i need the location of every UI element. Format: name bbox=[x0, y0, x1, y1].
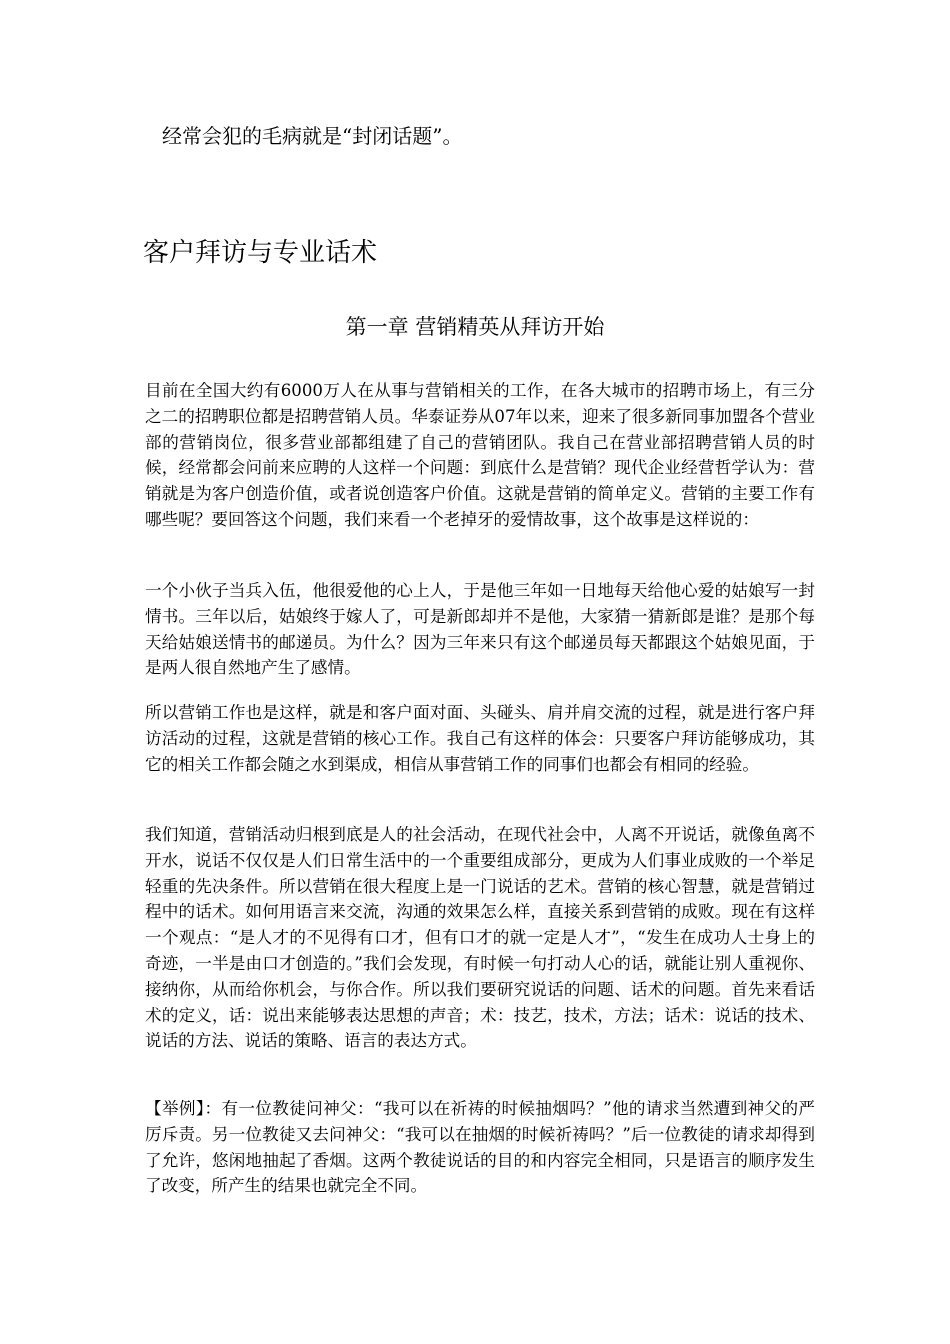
document-title: 客户拜访与专业话术 bbox=[143, 238, 378, 268]
carry-over-line: 经常会犯的毛病就是“封闭话题”。 bbox=[162, 124, 463, 148]
paragraph-marketing-definition: 目前在全国大约有6000万人在从事与营销相关的工作，在各大城市的招聘市场上，有三分之二的招聘职位都是招聘营销人员。华泰证券从07年以来，迎来了很多新同事加盟各个营业部的营销岗位，很多营业部都组建了自己的营销团队。我自己在营业部招聘营销人员的时候，经常都会问前来应聘的人这样一个问题：到底什么是营销？现代企业经营哲学认为：营销就是为客户创造价值，或者说创造客户价值。这就是营销的简单定义。营销的主要工作有哪些呢？要回答这个问题，我们来看一个老掉牙的爱情故事，这个故事是这样说的： bbox=[145, 381, 815, 529]
chapter-title: 第一章 营销精英从拜访开始 bbox=[345, 315, 605, 339]
paragraph-love-story: 一个小伙子当兵入伍，他很爱他的心上人，于是他三年如一日地每天给他心爱的姑娘写一封情书。三年以后，姑娘终于嫁人了，可是新郎却并不是他，大家猜一猜新郎是谁？是那个每天给姑娘送情书的邮递员。为什么？因为三年来只有这个邮递员每天都跟这个姑娘见面，于是两人很自然地产生了感情。 bbox=[145, 581, 815, 678]
paragraph-speech-art: 我们知道，营销活动归根到底是人的社会活动，在现代社会中，人离不开说话，就像鱼离不开水，说话不仅仅是人们日常生活中的一个重要组成部分，更成为人们事业成败的一个举足轻重的先决条件。所以营销在很大程度上是一门说话的艺术。营销的核心智慧，就是营销过程中的话术。如何用语言来交流，沟通的效果怎么样，直接关系到营销的成败。现在有这样一个观点：“是人才的不见得有口才，但有口才的就一定是人才”，“发生在成功人士身上的奇迹，一半是由口才创造的。”我们会发现，有时候一句打动人心的话，就能让别人重视你、接纳你，从而给你机会，与你合作。所以我们要研究说话的问题、话术的问题。首先来看话术的定义，话：说出来能够表达思想的声音；术：技艺，技术，方法；话术：说话的技术、说话的方法、说话的策略、语言的表达方式。 bbox=[145, 825, 815, 1051]
paragraph-example: 【举例】：有一位教徒问神父：“我可以在祈祷的时候抽烟吗？”他的请求当然遭到神父的严厉斥责。另一位教徒又去问神父：“我可以在抽烟的时候祈祷吗？”后一位教徒的请求却得到了允许，悠闲地抽起了香烟。这两个教徒说话的目的和内容完全相同，只是语言的顺序发生了改变，所产生的结果也就完全不同。 bbox=[145, 1099, 815, 1196]
paragraph-customer-visit: 所以营销工作也是这样，就是和客户面对面、头碰头、肩并肩交流的过程，就是进行客户拜访活动的过程，这就是营销的核心工作。我自己有这样的体会：只要客户拜访能够成功，其它的相关工作都会随之水到渠成，相信从事营销工作的同事们也都会有相同的经验。 bbox=[145, 703, 815, 774]
